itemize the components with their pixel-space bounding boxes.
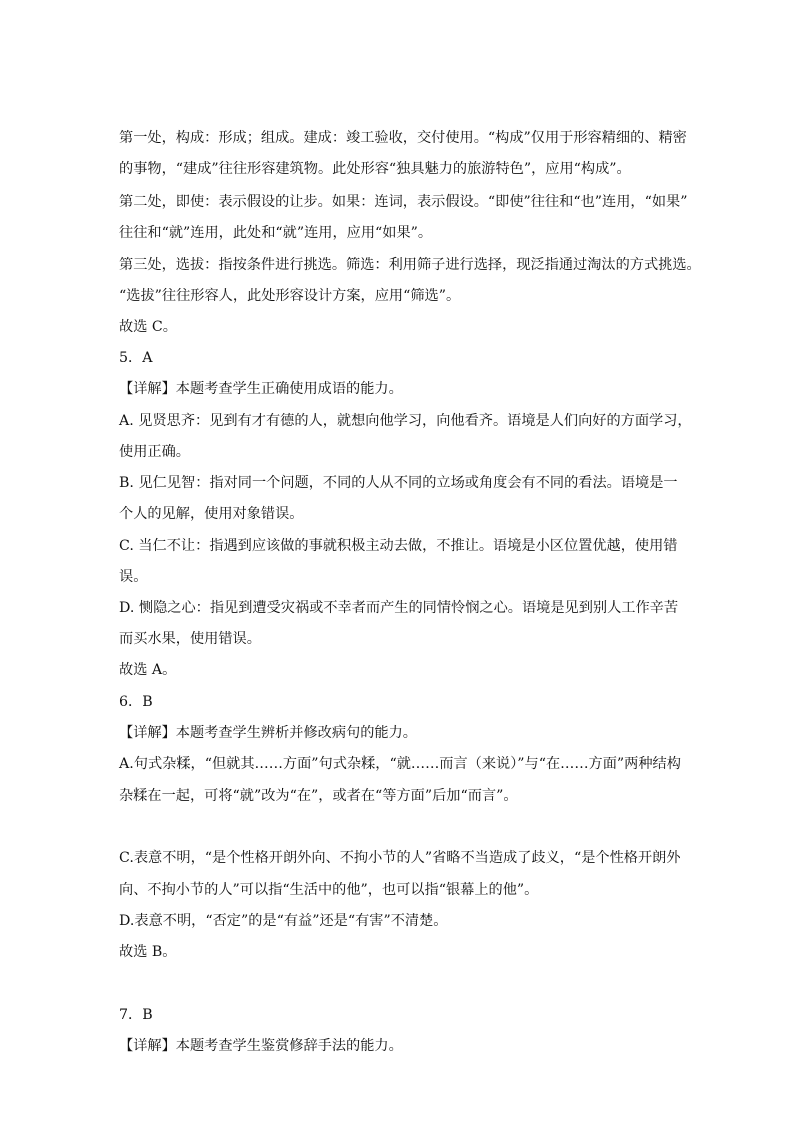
question-number: 5．A xyxy=(119,350,153,366)
option-line: 杂糅在一起，可将“就”改为“在”，或者在“等方面”后加“而言”。 xyxy=(119,788,518,804)
option-line: 误。 xyxy=(119,569,148,585)
paragraph-line: 第三处，选拔：指按条件进行挑选。筛选：利用筛子进行选择，现泛指通过淘汰的方式挑选。 xyxy=(119,257,701,273)
option-line: 而买水果，使用错误。 xyxy=(119,631,261,647)
paragraph-line: 往往和“就”连用，此处和“就”连用，应用“如果”。 xyxy=(119,225,433,241)
option-line: D. 恻隐之心：指见到遭受灾祸或不幸者而产生的同情怜悯之心。语境是见到别人工作辛苦 xyxy=(119,600,679,616)
paragraph-line: 的事物，“建成”往往形容建筑物。此处形容“独具魅力的旅游特色”，应用“构成”。 xyxy=(119,161,631,177)
option-line: D.表意不明，“否定”的是“有益”还是“有害”不清楚。 xyxy=(119,913,448,929)
option-line: 向、不拘小节的人”可以指“生活中的他”，也可以指“银幕上的他”。 xyxy=(119,882,539,898)
question-number: 7．B xyxy=(119,1007,153,1023)
explanation-heading: 【详解】本题考查学生鉴赏修辞手法的能力。 xyxy=(119,1038,403,1054)
paragraph-line: 第二处，即使：表示假设的让步。如果：连词，表示假设。“即使”往往和“也”连用，“如果” xyxy=(119,194,688,210)
explanation-heading: 【详解】本题考查学生辨析并修改病句的能力。 xyxy=(119,725,417,741)
explanation-heading: 【详解】本题考查学生正确使用成语的能力。 xyxy=(119,381,403,397)
question-number: 6．B xyxy=(119,694,153,710)
option-line: 使用正确。 xyxy=(119,444,190,460)
paragraph-line: “选拔”往往形容人，此处形容设计方案，应用“筛选”。 xyxy=(119,288,461,304)
option-line: B. 见仁见智：指对同一个问题，不同的人从不同的立场或角度会有不同的看法。语境是一 xyxy=(119,475,678,491)
option-line: 个人的见解，使用对象错误。 xyxy=(119,506,304,522)
answer-line: 故选 A。 xyxy=(119,662,177,678)
answer-line: 故选 B。 xyxy=(119,944,177,960)
option-line: C.表意不明，“是个性格开朗外向、不拘小节的人”省略不当造成了歧义，“是个性格开朗外 xyxy=(119,850,681,866)
option-line: A.句式杂糅，“但就其……方面”句式杂糅，“就……而言（来说）”与“在……方面”两种结构 xyxy=(119,756,681,772)
option-line: A. 见贤思齐：见到有才有德的人，就想向他学习，向他看齐。语境是人们向好的方面学习， xyxy=(119,413,692,429)
paragraph-line: 第一处，构成：形成；组成。建成：竣工验收，交付使用。“构成”仅用于形容精细的、精密 xyxy=(119,130,687,146)
answer-line: 故选 C。 xyxy=(119,319,177,335)
option-line: C. 当仁不让：指遇到应该做的事就积极主动去做，不推让。语境是小区位置优越，使用错 xyxy=(119,538,678,554)
